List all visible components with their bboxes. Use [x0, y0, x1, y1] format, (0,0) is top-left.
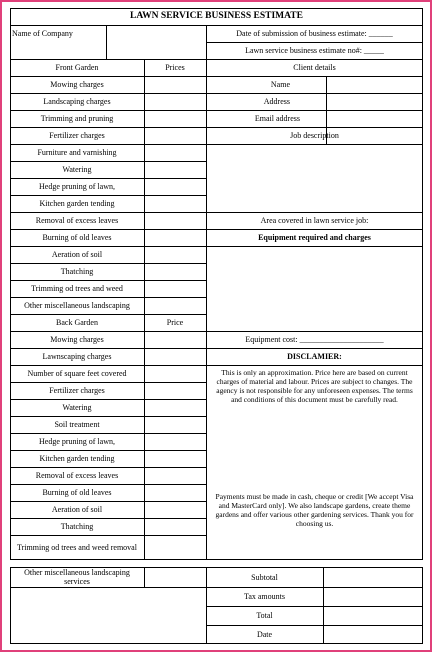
back-item-removal: Removal of excess leaves	[35, 471, 119, 480]
client-name-input[interactable]	[327, 77, 422, 92]
front-item-removal: Removal of excess leaves	[35, 216, 119, 225]
total-label: Total	[256, 611, 273, 620]
estimate-form	[10, 8, 423, 644]
job-description-label: Job description	[290, 131, 339, 140]
front-item-hedge: Hedge pruning of lawn,	[39, 182, 115, 191]
client-email-label: Email address	[254, 114, 300, 123]
front-item-trimming: Trimming and pruning	[40, 114, 114, 123]
equipment-cost-label[interactable]: Equipment cost: _____________________	[245, 335, 384, 344]
date-label: Date	[256, 630, 273, 639]
total-input[interactable]	[324, 607, 422, 624]
footer-misc-label: Other miscellaneous landscaping services	[24, 568, 130, 586]
submission-date-label[interactable]: Date of submission of business estimate: ______	[236, 29, 393, 38]
area-covered-label[interactable]: Area covered in lawn service job:	[260, 216, 369, 225]
estimate-number-label[interactable]: Lawn service business estimate no#: _____	[245, 46, 384, 55]
back-item-lawnscaping: Lawnscaping charges	[42, 352, 112, 361]
back-item-kitchen: Kitchen garden tending	[39, 454, 115, 463]
client-email-input[interactable]	[327, 111, 422, 126]
back-item-soil: Soil treatment	[54, 420, 100, 429]
front-item-thatching: Thatching	[60, 267, 94, 276]
back-item-hedge: Hedge pruning of lawn,	[39, 437, 115, 446]
back-item-fertilizer: Fertilizer charges	[49, 386, 105, 395]
prices-heading: Prices	[165, 63, 185, 72]
disclaimer-text: This is only an approximation. Price here are based on current charges of material and labour. Prices are subject to changes. The agency is not responsible for any unforeseen expenses. The terms and conditions of this document must be carefully read.	[216, 368, 413, 404]
back-item-mowing: Mowing charges	[50, 335, 104, 344]
date-input[interactable]	[324, 626, 422, 643]
back-item-aeration: Aeration of soil	[51, 505, 103, 514]
client-name-label: Name	[270, 80, 290, 89]
client-details-heading: Client details	[293, 63, 336, 72]
tax-amounts-input[interactable]	[324, 588, 422, 605]
front-item-burning: Burning of old leaves	[42, 233, 112, 242]
front-garden-heading: Front Garden	[55, 63, 99, 72]
equipment-heading: Equipment required and charges	[258, 233, 371, 242]
client-address-label: Address	[263, 97, 290, 106]
front-item-kitchen: Kitchen garden tending	[39, 199, 115, 208]
company-label: Name of Company	[12, 29, 73, 38]
disclaimer-heading: DISCLAMIER:	[287, 352, 342, 361]
back-item-burning: Burning of old leaves	[42, 488, 112, 497]
tax-amounts-label: Tax amounts	[244, 592, 285, 601]
front-item-aeration: Aeration of soil	[51, 250, 103, 259]
job-description-field[interactable]	[207, 145, 422, 212]
subtotal-input[interactable]	[324, 568, 422, 586]
company-input[interactable]	[107, 26, 205, 41]
back-item-watering: Watering	[62, 403, 92, 412]
equipment-details-field[interactable]	[207, 247, 422, 331]
back-item-square-feet: Number of square feet covered	[27, 369, 127, 378]
front-item-fertilizer: Fertilizer charges	[49, 131, 105, 140]
client-address-input[interactable]	[327, 94, 422, 109]
front-item-misc: Other miscellaneous landscaping	[24, 301, 130, 310]
front-item-mowing: Mowing charges	[50, 80, 104, 89]
back-item-thatching: Thatching	[60, 522, 94, 531]
payment-text: Payments must be made in cash, cheque or credit [We accept Visa and MasterCard only]. We also landscape gardens, create theme gardens and offer various other gardening services. Thank you for choosing us.	[215, 492, 414, 528]
front-item-watering: Watering	[62, 165, 92, 174]
footer-misc-price-input[interactable]	[145, 568, 205, 586]
front-item-landscaping: Landscaping charges	[43, 97, 111, 106]
page-title: LAWN SERVICE BUSINESS ESTIMATE	[130, 11, 303, 21]
subtotal-label: Subtotal	[251, 572, 278, 582]
front-item-furniture: Furniture and varnishing	[37, 148, 117, 157]
front-item-trees: Trimming od trees and weed	[31, 284, 123, 293]
back-item-trees: Trimming od trees and weed removal	[17, 543, 137, 552]
back-price-heading: Price	[166, 318, 184, 327]
back-garden-heading: Back Garden	[56, 318, 98, 327]
